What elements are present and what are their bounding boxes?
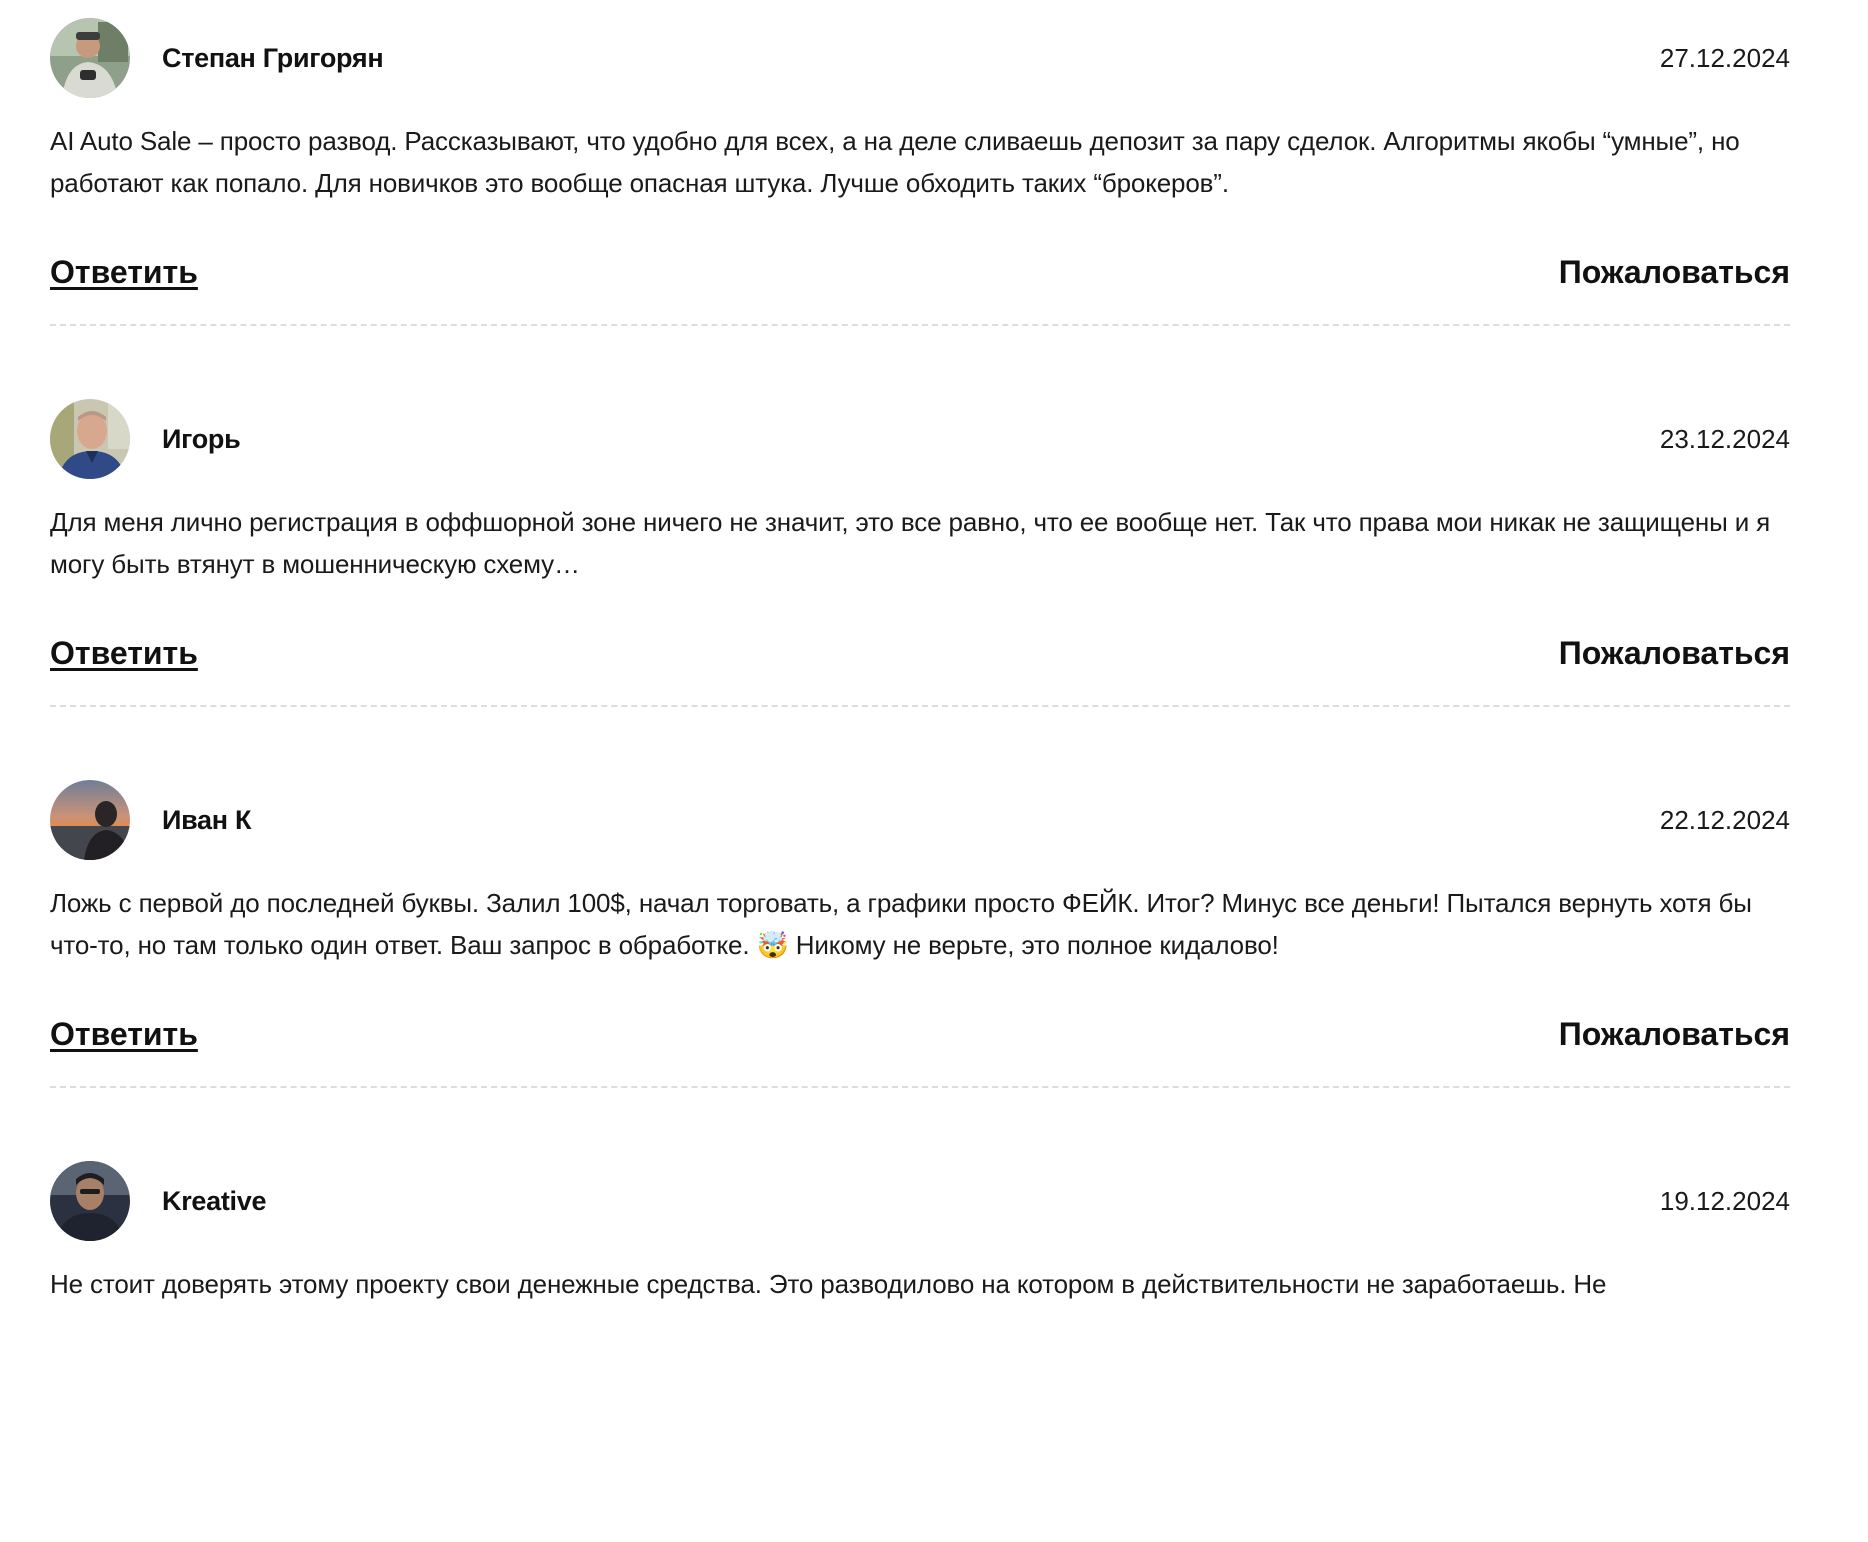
comment-text: Для меня лично регистрация в оффшорной зоне ничего не значит, это все равно, что ее вообще нет. Так что права мои никак не защищены и я могу быть втянут в мошенническую схему…: [50, 507, 1771, 579]
comments-list: [50, 18, 1790, 1542]
comment-header: [50, 18, 1790, 98]
avatar: [50, 18, 130, 98]
comment-text: AI Auto Sale – просто развод. Рассказывают, что удобно для всех, а на деле сливаешь депозит за пару сделок. Алгоритмы якобы “умные”, но работают как попало. Для новичков это вообще опасная штука. Лучше обходить таких “брокеров”.: [50, 126, 1740, 198]
comment-header: [50, 780, 1790, 860]
comment-date: 27.12.2024: [1659, 43, 1790, 73]
report-link[interactable]: Пожаловаться: [1558, 254, 1790, 290]
comment-author: Kreative: [162, 1186, 267, 1216]
avatar: [50, 1161, 130, 1241]
comment-date: 23.12.2024: [1659, 424, 1790, 454]
comment-date: 19.12.2024: [1659, 1186, 1790, 1216]
divider: [50, 324, 1790, 326]
reply-link[interactable]: Ответить: [50, 1016, 198, 1052]
avatar-photo: [50, 1161, 130, 1241]
comment-item: [50, 18, 1790, 399]
comment-actions: [50, 635, 1790, 673]
comment-item: [50, 780, 1790, 1161]
comment-header: [50, 1161, 1790, 1241]
comment-text: Не стоит доверять этому проекту свои денежные средства. Это разводилово на котором в действительности не заработаешь. Не: [50, 1269, 1607, 1299]
comment-author: Иван К: [162, 805, 252, 835]
avatar-photo: [50, 780, 130, 860]
comment-item: [50, 1161, 1790, 1542]
comment-item: [50, 399, 1790, 780]
comment-author: Игорь: [162, 424, 241, 454]
avatar: [50, 399, 130, 479]
divider: [50, 1086, 1790, 1088]
divider: [50, 705, 1790, 707]
comment-date: 22.12.2024: [1659, 805, 1790, 835]
reply-link[interactable]: Ответить: [50, 635, 198, 671]
report-link[interactable]: Пожаловаться: [1558, 635, 1790, 671]
comment-author: Степан Григорян: [162, 43, 384, 73]
avatar: [50, 780, 130, 860]
avatar-photo: [50, 399, 130, 479]
comment-text: Ложь с первой до последней буквы. Залил 100$, начал торговать, а графики просто ФЕЙК. Итог? Минус все деньги! Пытался вернуть хотя бы что-то, но там только один ответ. Ваш запрос в обработке. 🤯 Никому не верьте, это полное кидалово!: [50, 888, 1752, 960]
avatar-photo: [50, 18, 130, 98]
comment-actions: [50, 254, 1790, 292]
comment-actions: [50, 1016, 1790, 1054]
report-link[interactable]: Пожаловаться: [1558, 1016, 1790, 1052]
reply-link[interactable]: Ответить: [50, 254, 198, 290]
comment-header: [50, 399, 1790, 479]
